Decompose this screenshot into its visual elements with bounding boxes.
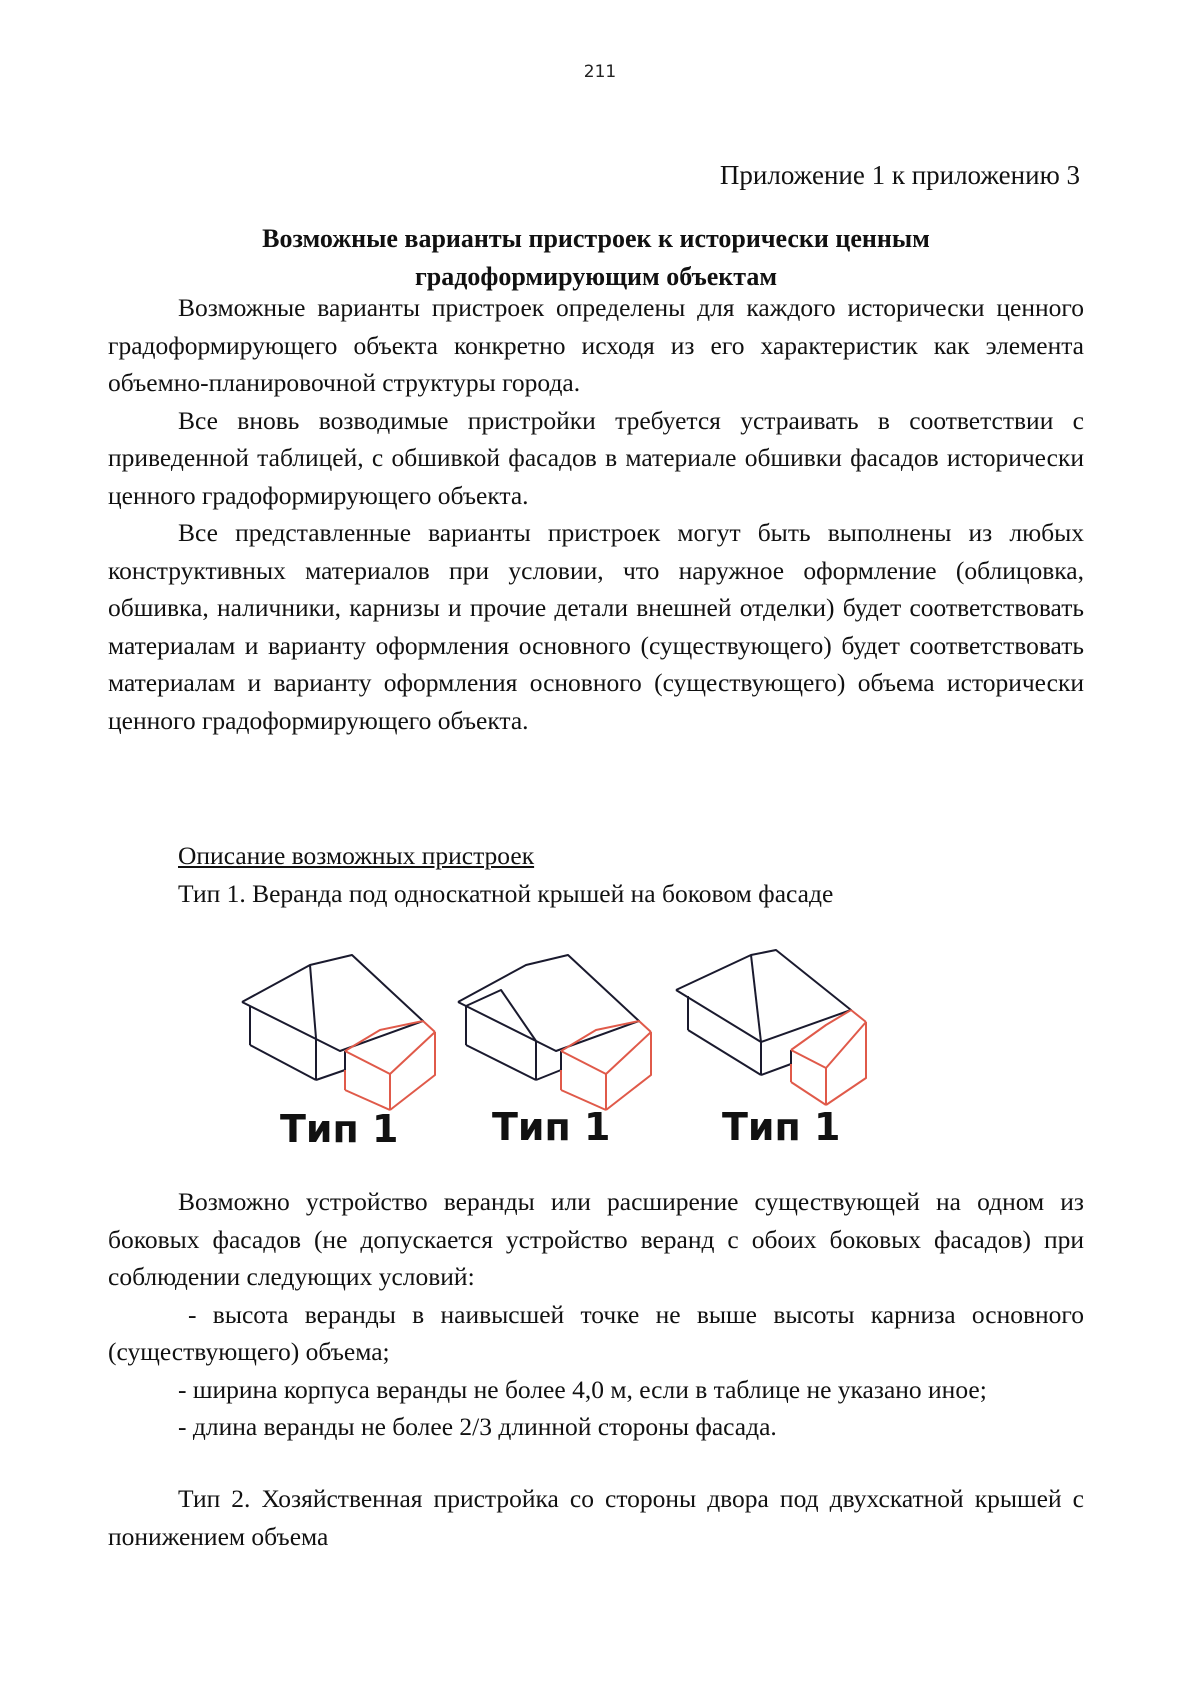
type2-heading: Тип 2. Хозяйственная пристройка со стороны двора под двухскатной крышей с понижением объема [108, 1484, 1084, 1551]
type1-figure [230, 930, 950, 1150]
intro-paragraph-3: Все представленные варианты пристроек могут быть выполнены из любых конструктивных материалов при условии, что наружное оформление (облицовка, обшивка, наличники, карнизы и прочие детали внешней отделки) будет соответствовать материалам и варианту оформления основного (существующего) будет соответствовать материалам и варианту оформления основного (существующего) объема исторически ценного градоформирующего объекта. [108, 518, 1084, 735]
intro-paragraph-2: Все вновь возводимые пристройки требуется устраивать в соответствии с приведенной таблицей, с обшивкой фасадов в материале обшивки фасадов исторически ценного градоформирующего объекта. [108, 405, 1084, 510]
section-heading: Описание возможных пристроек [178, 841, 535, 870]
page-number: 211 [583, 62, 617, 82]
intro-block [108, 289, 1084, 739]
intro-paragraph-1: Возможные варианты пристроек определены для каждого исторически ценного градоформирующего объекта конкретно исходя из его характеристик как элемента объемно-планировочной структуры города. [108, 293, 1084, 397]
figure-label-2: Тип 1 [492, 1105, 611, 1149]
condition-1: - высота веранды в наивысшей точке не выше высоты карниза основного (существующего) объема; [108, 1299, 1084, 1366]
type1-description [108, 1183, 1084, 1446]
type1-body: Возможно устройство веранды или расширение существующей на одном из боковых фасадов (не допускается устройство веранд с обоих боковых фасадов) при соблюдении следующих условий: [108, 1187, 1084, 1291]
annex-label: Приложение 1 к приложению 3 [719, 160, 1080, 190]
house-diagram-3 [676, 950, 866, 1105]
condition-3: - длина веранды не более 2/3 длинной стороны фасада. [178, 1412, 777, 1441]
title-line-2: градоформирующим объектам [414, 262, 778, 291]
type2-block [108, 1480, 1084, 1555]
type1-heading: Тип 1. Веранда под односкатной крышей на боковом фасаде [178, 878, 834, 908]
title-line-1: Возможные варианты пристроек к исторически ценным [262, 224, 930, 253]
house-diagram-2 [458, 955, 651, 1110]
house-with-veranda-icon [230, 930, 950, 1150]
figure-label-1: Тип 1 [280, 1107, 399, 1150]
figure-label-3: Тип 1 [722, 1105, 841, 1149]
house-diagram-1 [242, 955, 435, 1110]
condition-2: - ширина корпуса веранды не более 4,0 м, если в таблице не указано иное; [178, 1374, 987, 1404]
page-title [108, 220, 1084, 296]
type1-block [108, 837, 1084, 912]
